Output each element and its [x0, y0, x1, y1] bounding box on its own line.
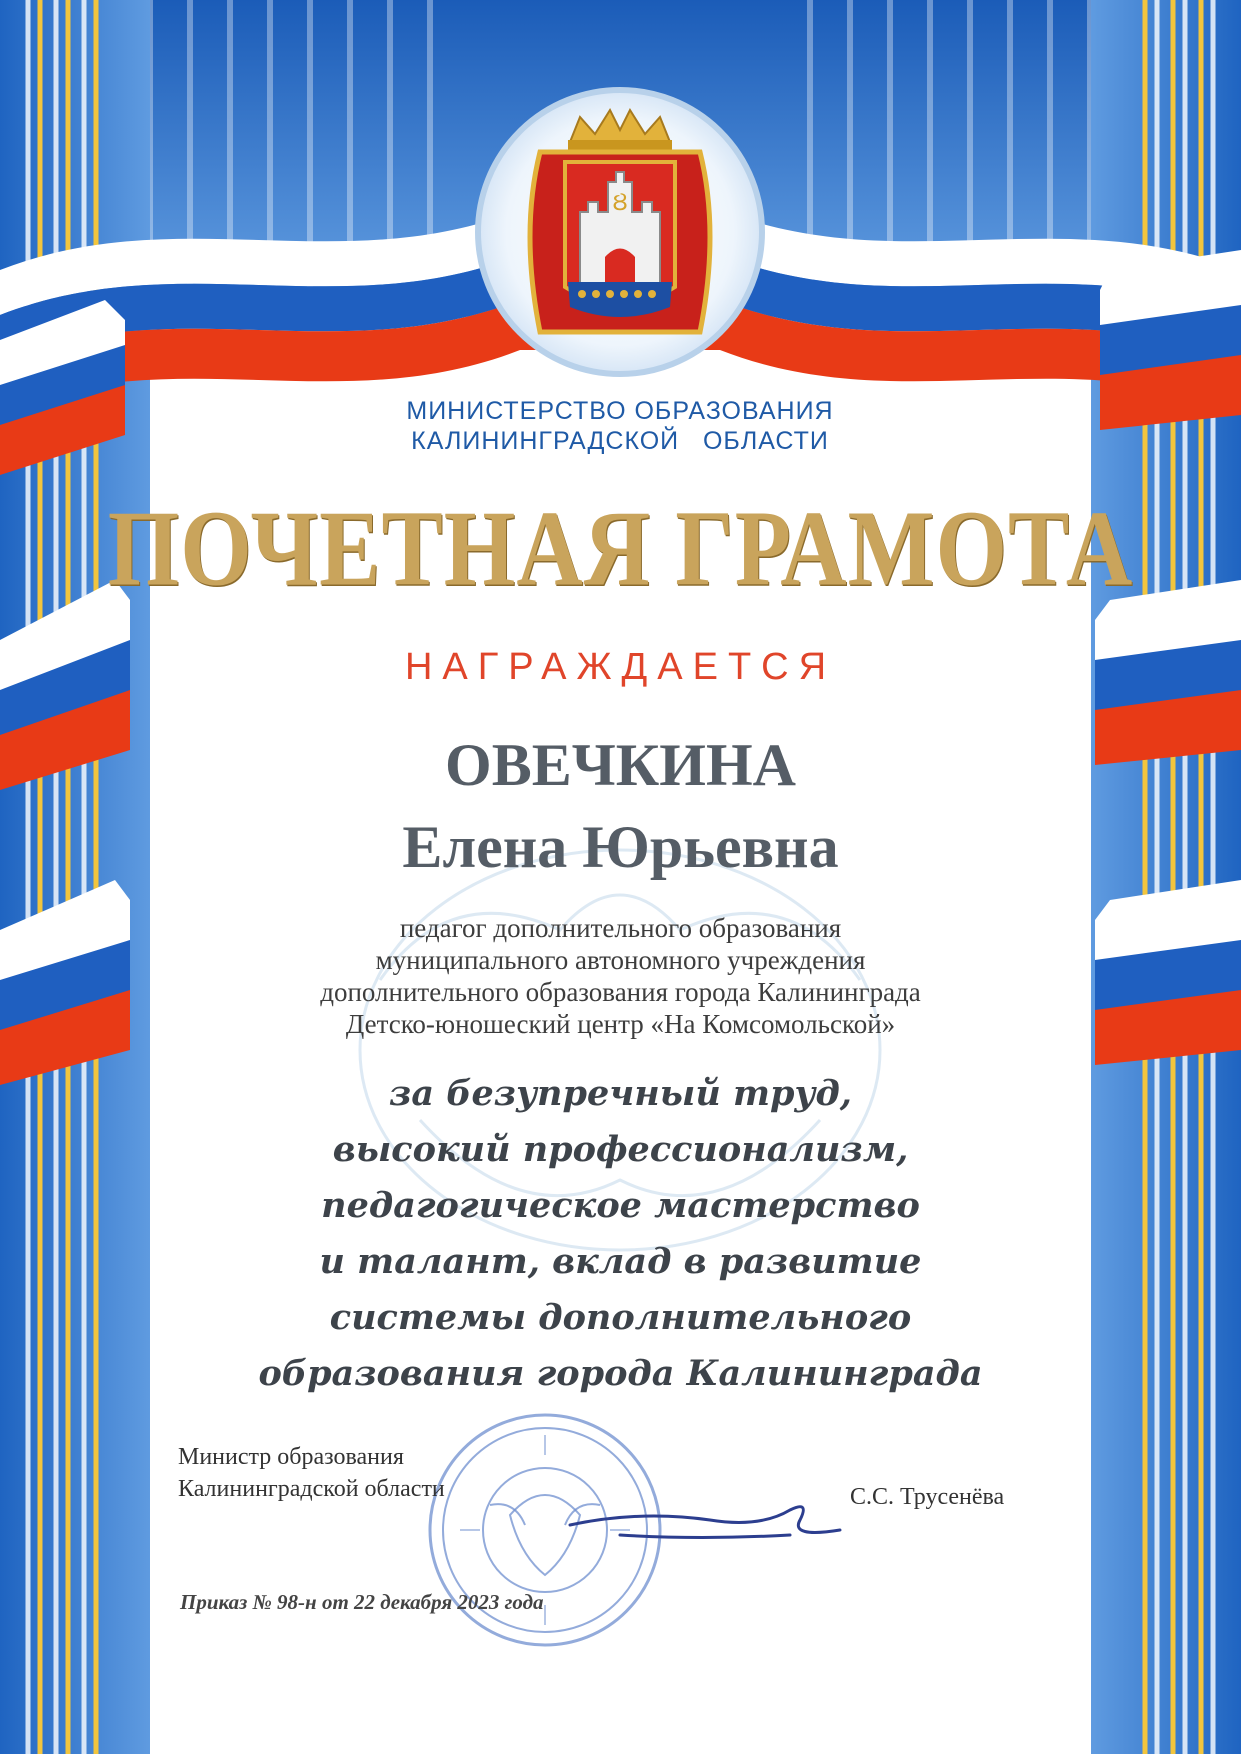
signatory-title-line-2: Калининградской области: [178, 1476, 445, 1502]
kaliningrad-coat-of-arms-icon: [470, 82, 770, 382]
position-line: Детско-юношеский центр «На Комсомольской»: [345, 1009, 896, 1039]
certificate-title: ПОЧЕТНАЯ ГРАМОТА: [107, 487, 1134, 609]
reason-line: высокий профессионализм,: [332, 1129, 909, 1170]
position-line: муниципального автономного учреждения: [375, 945, 866, 975]
recipient-given-names: Елена Юрьевна: [402, 814, 839, 880]
position-line: педагог дополнительного образования: [399, 913, 842, 943]
ministry-line-1: МИНИСТЕРСТВО ОБРАЗОВАНИЯ: [406, 397, 834, 425]
svg-text:Ȣ: Ȣ: [612, 191, 628, 216]
recipient-surname: ОВЕЧКИНА: [445, 732, 796, 798]
reason-line: и талант, вклад в развитие: [319, 1241, 922, 1282]
reason-line: педагогическое мастерство: [321, 1185, 920, 1226]
order-reference: Приказ № 98-н от 22 декабря 2023 года: [180, 1590, 544, 1614]
awarded-label: НАГРАЖДАЕТСЯ: [404, 646, 837, 688]
reason-line: за безупречный труд,: [389, 1073, 852, 1114]
signatory-title-line-1: Министр образования: [178, 1444, 404, 1470]
signatory-name: С.С. Трусенёва: [850, 1484, 1005, 1510]
reason-line: образования города Калининграда: [258, 1353, 983, 1394]
handwritten-signature: [560, 1480, 860, 1560]
reason-line: системы дополнительного: [329, 1297, 912, 1338]
ministry-line-2: КАЛИНИНГРАДСКОЙ ОБЛАСТИ: [411, 427, 829, 455]
position-line: дополнительного образования города Калининграда: [320, 977, 921, 1007]
